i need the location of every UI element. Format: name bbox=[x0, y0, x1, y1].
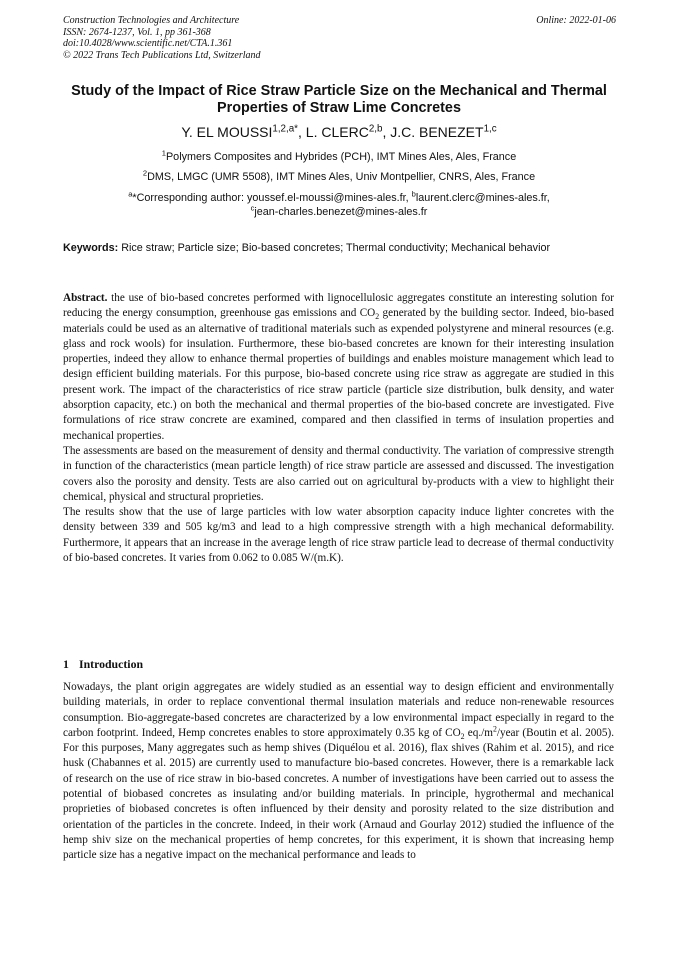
section-number: 1 bbox=[63, 657, 69, 671]
email-link[interactable]: youssef.el-moussi@mines-ales.fr bbox=[247, 192, 406, 204]
email-link[interactable]: laurent.clerc@mines-ales.fr bbox=[415, 192, 547, 204]
author-name: L. CLERC bbox=[305, 124, 369, 140]
body-text: /year (Boutin et al. 2005). For this purposes, Many aggregates such as hemp shives (Diquélou et al. 2016), flax shives (Rahim et al. 2015), and rice husk (Chabannes et al. 2015) are currently used to manufacture bio-based concretes. However, there is a remarkable lack of research on the use of rice straw in bio-based concretes. A number of investigations have been carried out to assess the potential of biobased concretes as insulating and/or building materials. In principle, hygrothermal and mechanical proprieties of biobased concretes is often influenced by their density and porosity related to the size distribution and orientation of the particles in the concrete. Indeed, in their work (Arnaud and Gourlay 2012) studied the influence of the hemp shiv size on the mechanical properties of hemp concretes, for this experiment, it is shown that increasing hemp particle size has a negative impact on the mechanical performance and leads to bbox=[63, 726, 615, 862]
author-affiliation-mark: 1,c bbox=[483, 123, 497, 135]
subscript: 2 bbox=[460, 732, 465, 742]
corresponding-author-line bbox=[0, 203, 678, 219]
author-affiliation-mark: 2,b bbox=[368, 123, 383, 135]
body-text: eq./m bbox=[464, 726, 493, 739]
section-heading bbox=[63, 657, 614, 672]
journal-header bbox=[63, 15, 423, 61]
superscript: 2 bbox=[492, 724, 497, 734]
abstract-label: Abstract. bbox=[63, 292, 108, 304]
affiliation-text: Polymers Composites and Hybrides (PCH), IMT Mines Ales, Ales, France bbox=[165, 151, 517, 163]
affiliation bbox=[0, 148, 678, 164]
introduction-body bbox=[63, 680, 614, 864]
keywords bbox=[63, 241, 614, 255]
journal-name: Construction Technologies and Architecture bbox=[63, 15, 240, 26]
abstract bbox=[63, 291, 614, 566]
affiliation-mark: 2 bbox=[142, 168, 148, 178]
corresponding-label: *Corresponding author: bbox=[132, 192, 248, 204]
keywords-text: Rice straw; Particle size; Bio-based concretes; Thermal conductivity; Mechanical behavior bbox=[118, 242, 551, 254]
journal-issn: ISSN: 2674-1237, Vol. 1, pp 361-368 bbox=[63, 26, 211, 38]
abstract-paragraph: The results show that the use of large particles with low water absorption capacity induce lighter concretes with the density between 339 and 505 kg/m3 and lead to a high compressive strength with a high mechanical deformability. Furthermore, it appears that an increase in the average length of rice straw particle lead to decrease of thermal conductivity of bio-based concretes. It varies from 0.062 to 0.085 W/(m.K). bbox=[63, 506, 614, 565]
author-name: J.C. BENEZET bbox=[390, 124, 484, 140]
email-mark: b bbox=[411, 189, 416, 199]
abstract-paragraph bbox=[63, 291, 614, 444]
author-name: Y. EL MOUSSI bbox=[181, 124, 273, 140]
paper-title: Study of the Impact of Rice Straw Particle Size on the Mechanical and Thermal Properties of Straw Lime Concretes bbox=[71, 83, 607, 116]
affiliation bbox=[0, 168, 678, 184]
email-mark: a bbox=[128, 189, 133, 199]
subscript: 2 bbox=[375, 312, 380, 322]
online-date: Online: 2022-01-06 bbox=[536, 15, 616, 26]
keywords-label: Keywords: bbox=[63, 242, 119, 254]
email-mark: c bbox=[250, 203, 255, 213]
section-title: Introduction bbox=[79, 657, 144, 671]
body-paragraph bbox=[63, 680, 614, 864]
email-link[interactable]: jean-charles.benezet@mines-ales.fr bbox=[254, 206, 428, 218]
journal-doi[interactable]: doi:10.4028/www.scientific.net/CTA.1.361 bbox=[63, 38, 233, 49]
author-list: Y. EL $MOUSSI^{1,2,a*}$, L. CLERC$^{2,b}$, J.C. BENEZET$^{1,c}$ bbox=[181, 123, 497, 140]
abstract-text: the use of bio-based concretes performed with lignocellulosic aggregates constitute an interesting solution for reducing the energy consumption, greenhouse gas emissions and CO bbox=[63, 292, 614, 320]
affiliation-text: DMS, LMGC (UMR 5508), IMT Mines Ales, Univ Montpellier, CNRS, Ales, France bbox=[147, 171, 536, 183]
abstract-text: generated by the building sector. Indeed, bio-based materials could be used as an alternative of traditional materials such as expended polystyrene and mineral resources (e.g. glass and rock wools) for insulation. Furthermore, these bio-based concretes are known for their interesting insulation properties, indeed they allow to enhance thermal properties of buildings and enables moisture management which lead to design efficient building materials. For this purpose, bio-based concrete using rice straw as aggregate are studied in this present work. The impact of the characteristics of rice straw particle (particle size distribution, bulk density, and water absorption capacity, etc.) on both the mechanical and thermal properties of the bio-based concrete are investigated. Five formulations of rice straw concrete are examined, compared and then classified in terms of insulation properties and mechanical properties. bbox=[63, 307, 614, 442]
abstract-paragraph: The assessments are based on the measurement of density and thermal conductivity. The variation of compressive strength in function of the characteristics (mean particle length) of rice straw particle are assessed and discussed. The investigation covers also the porosity and density. Tests are also carried out on agricultural by-products with a view to highlight their chemical, physical and structural proprieties. bbox=[63, 444, 614, 503]
author-affiliation-mark: 1,2,a* bbox=[272, 123, 298, 135]
body-text: Nowadays, the plant origin aggregates are widely studied as an essential way to design efficient and environmentally building materials, in order to replace conventional thermal insulation materials and reduce non-renewable resources consumption. Bio-aggregate-based concretes are characterized by a low environmental impact especially in regard to the carbon footprint. Indeed, Hemp concretes enables to store approximately 0.35 kg of CO bbox=[63, 681, 614, 739]
affiliation-mark: 1 bbox=[161, 148, 166, 158]
corresponding-author-line: $^a$*Corresponding author: youssef.el-moussi@mines-ales.fr, $^b$laurent.clerc@mines-ales.fr, bbox=[128, 189, 550, 204]
journal-copyright: © 2022 Trans Tech Publications Ltd, Switzerland bbox=[63, 49, 261, 61]
